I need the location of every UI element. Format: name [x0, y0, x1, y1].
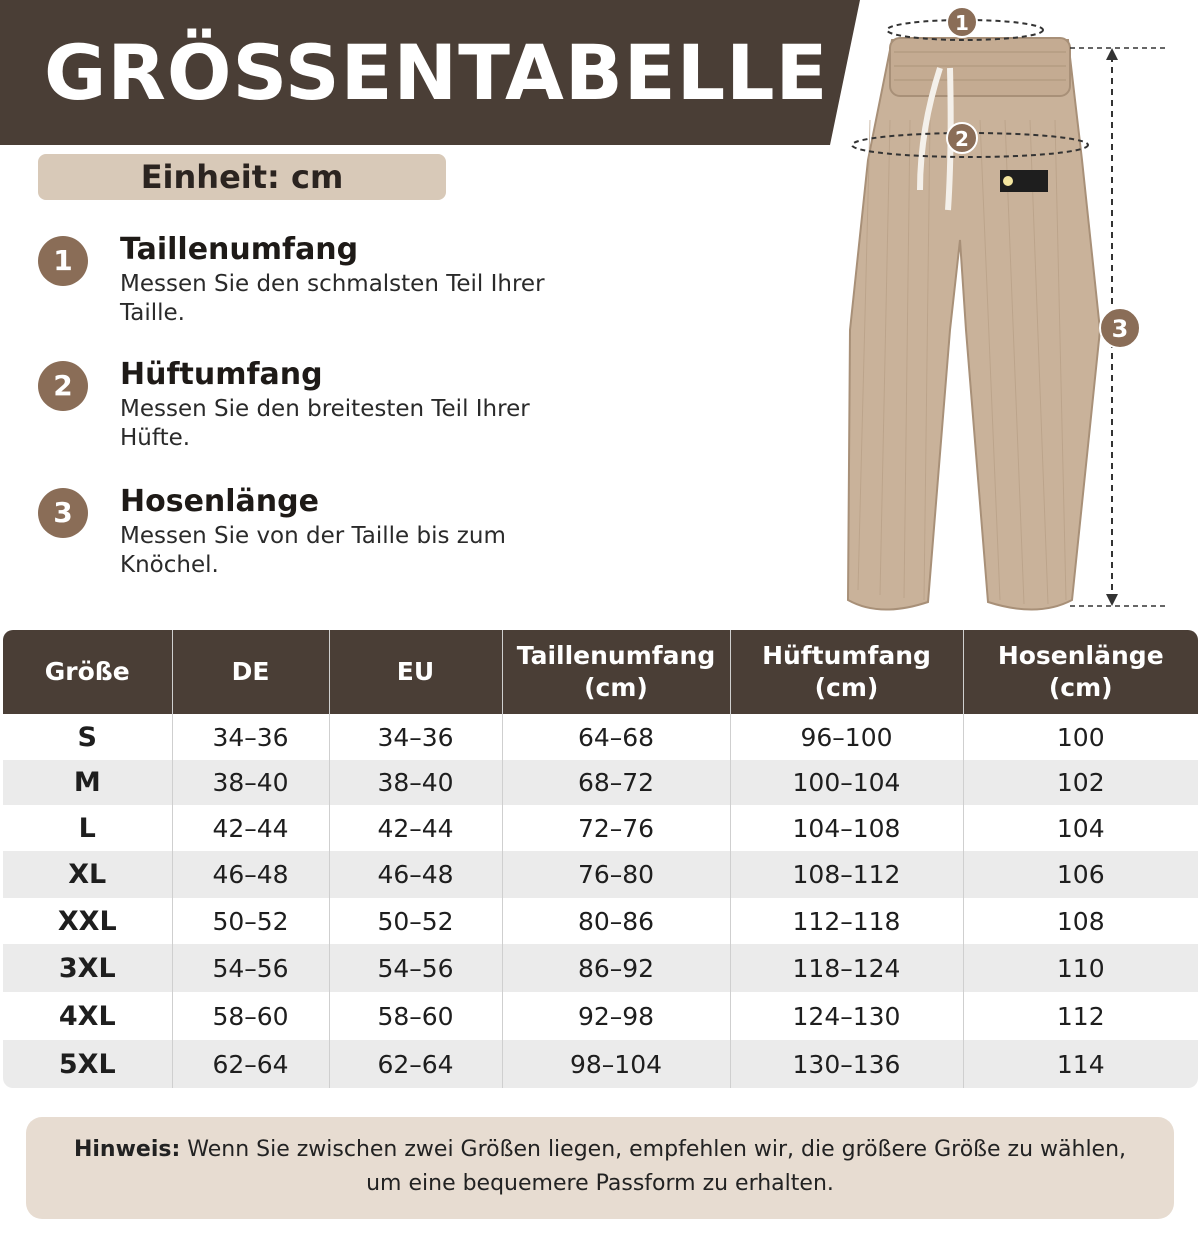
value-cell: 58–60 [329, 992, 502, 1040]
value-cell: 62–64 [329, 1040, 502, 1088]
value-cell: 86–92 [502, 944, 730, 992]
instruction-description: Messen Sie von der Taille bis zum Knöchel. [120, 523, 506, 578]
header-waist: Taillenumfang (cm) [502, 630, 730, 714]
value-cell: 104–108 [730, 805, 963, 851]
value-cell: 72–76 [502, 805, 730, 851]
value-cell: 106 [963, 851, 1198, 898]
value-cell: 100 [963, 714, 1198, 760]
marker-2 [947, 123, 977, 153]
note-line-1: Hinweis: Wenn Sie zwischen zwei Größen liegen, empfehlen wir, die größere Größe zu wählen, [73, 1137, 1127, 1162]
header-eu: EU [329, 630, 502, 714]
value-cell: 34–36 [172, 714, 329, 760]
value-cell: 50–52 [329, 898, 502, 944]
value-cell: 38–40 [329, 760, 502, 805]
note-box [26, 1117, 1174, 1219]
header-size: Größe [3, 630, 172, 714]
marker-label: 3 [1111, 315, 1129, 343]
number-badge: 1 [38, 236, 88, 286]
size-cell: 4XL [3, 992, 172, 1040]
value-cell: 110 [963, 944, 1198, 992]
header-hip: Hüftumfang (cm) [730, 630, 963, 714]
value-cell: 34–36 [329, 714, 502, 760]
value-cell: 114 [963, 1040, 1198, 1088]
size-cell: M [3, 760, 172, 805]
value-cell: 118–124 [730, 944, 963, 992]
size-cell: 3XL [3, 944, 172, 992]
marker-label: 1 [955, 11, 969, 35]
waistband [890, 38, 1070, 96]
size-cell: 5XL [3, 1040, 172, 1088]
value-cell: 58–60 [172, 992, 329, 1040]
unit-label: Einheit: cm [140, 158, 344, 196]
instruction-title: Hosenlänge [120, 484, 319, 519]
value-cell: 102 [963, 760, 1198, 805]
table-row [3, 851, 1198, 898]
value-cell: 104 [963, 805, 1198, 851]
note-line-2: um eine bequemere Passform zu erhalten. [366, 1171, 834, 1196]
value-cell: 46–48 [329, 851, 502, 898]
value-cell: 68–72 [502, 760, 730, 805]
instruction-description: Messen Sie den breitesten Teil Ihrer Hüfte. [120, 396, 530, 451]
value-cell: 64–68 [502, 714, 730, 760]
marker-label: 2 [955, 127, 969, 151]
value-cell: 100–104 [730, 760, 963, 805]
number-badge: 3 [38, 488, 88, 538]
table-row [3, 992, 1198, 1040]
header-de: DE [172, 630, 329, 714]
table-row [3, 805, 1198, 851]
header-length: Hosenlänge (cm) [963, 630, 1198, 714]
value-cell: 112 [963, 992, 1198, 1040]
marker-3 [1100, 308, 1140, 348]
value-cell: 62–64 [172, 1040, 329, 1088]
table-row [3, 898, 1198, 944]
value-cell: 108–112 [730, 851, 963, 898]
table-row [3, 1040, 1198, 1088]
table-row [3, 760, 1198, 805]
number-badge: 2 [38, 361, 88, 411]
value-cell: 54–56 [329, 944, 502, 992]
marker-1 [947, 7, 977, 37]
pants-diagram [820, 0, 1200, 625]
instruction-description: Messen Sie den schmalsten Teil Ihrer Taille. [120, 271, 545, 326]
size-cell: L [3, 805, 172, 851]
table-row [3, 944, 1198, 992]
value-cell: 38–40 [172, 760, 329, 805]
value-cell: 50–52 [172, 898, 329, 944]
instruction-title: Taillenumfang [120, 232, 359, 267]
value-cell: 42–44 [329, 805, 502, 851]
value-cell: 124–130 [730, 992, 963, 1040]
value-cell: 80–86 [502, 898, 730, 944]
value-cell: 108 [963, 898, 1198, 944]
size-cell: S [3, 714, 172, 760]
value-cell: 98–104 [502, 1040, 730, 1088]
instruction-title: Hüftumfang [120, 357, 323, 392]
unit-badge [38, 154, 446, 200]
value-cell: 92–98 [502, 992, 730, 1040]
note-label: Hinweis: [73, 1137, 181, 1162]
value-cell: 112–118 [730, 898, 963, 944]
value-cell: 46–48 [172, 851, 329, 898]
value-cell: 42–44 [172, 805, 329, 851]
value-cell: 76–80 [502, 851, 730, 898]
value-cell: 96–100 [730, 714, 963, 760]
size-cell: XXL [3, 898, 172, 944]
table-header-row [3, 630, 1198, 714]
table-row [3, 714, 1198, 760]
size-cell: XL [3, 851, 172, 898]
size-table [3, 630, 1198, 1088]
pants-illustration [820, 0, 1200, 625]
value-cell: 54–56 [172, 944, 329, 992]
page-title: GRÖSSENTABELLE [44, 28, 829, 117]
value-cell: 130–136 [730, 1040, 963, 1088]
